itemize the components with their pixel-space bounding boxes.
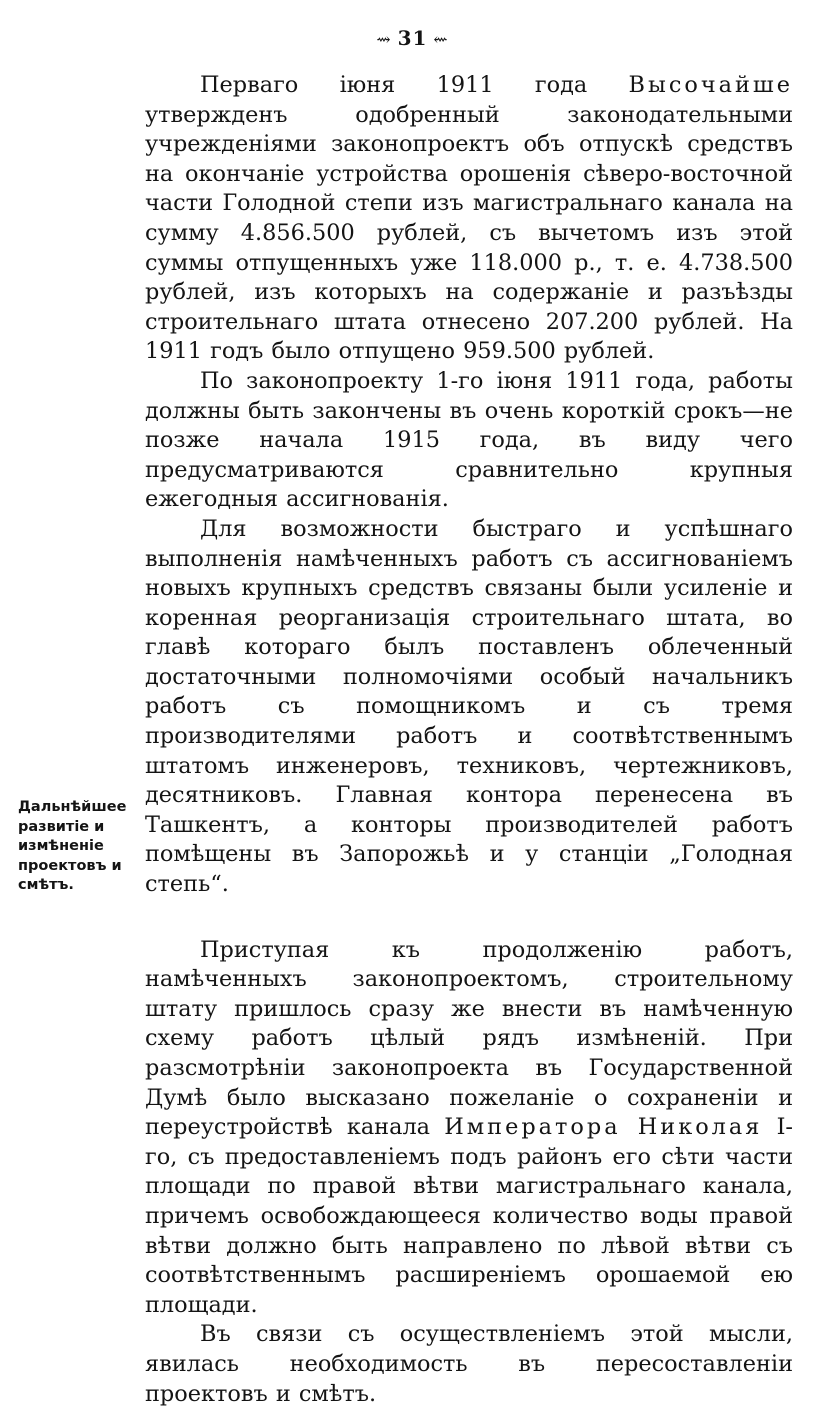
paragraph-text: Приступая къ продолженію работъ, намѣченныхъ законопроектомъ, строительному штату пришлось сразу же внести въ намѣченную схему работъ цѣлый рядъ измѣненій. При разсмотрѣніи законопроекта въ Государственной Думѣ было высказано пожеланіе о сохраненіи и переустройствѣ канала xyxy=(145,936,793,1141)
margin-sidenote xyxy=(18,798,130,896)
emphasized-text: Высочайше xyxy=(628,72,793,98)
ornament-left-icon: ⇝ xyxy=(376,30,392,50)
main-text xyxy=(145,71,793,1409)
paragraph-text: I-го, съ предоставленіемъ подъ районъ его сѣти части площади по правой вѣтви магистральнаго канала, причемъ освобождающееся количество воды правой вѣтви должно быть направлено по лѣвой вѣтви съ соотвѣтственнымъ расширеніемъ орошаемой ею площади. xyxy=(145,1114,793,1318)
paragraph-1 xyxy=(145,71,793,367)
section-gap xyxy=(145,900,793,936)
paragraph-text: утвержденъ одобренный законодательными учрежденіями законопроектъ объ отпускѣ средствъ на окончаніе устройства орошенія сѣверо-восточной части Голодной степи изъ магистральнаго канала на сумму 4.856.500 рублей, съ вычетомъ изъ этой суммы отпущенныхъ уже 118.000 р., т. е. 4.738.500 рублей, изъ которыхъ на содержаніе и разъѣзды строительнаго штата отнесено 207.200 рублей. На 1911 годъ было отпущено 959.500 рублей. xyxy=(145,101,793,365)
emphasized-text: Императора Николая xyxy=(444,1114,763,1141)
page-header xyxy=(0,26,825,50)
sidenote-line: смѣтъ. xyxy=(18,877,74,893)
sidenote-line: развитіе и xyxy=(18,818,105,835)
paragraph-5: Въ связи съ осуществленіемъ этой мысли, явилась необходимость въ пересоставленіи проектовъ и смѣтъ. xyxy=(145,1321,793,1407)
paragraph-2: По законопроекту 1-го іюня 1911 года, работы должны быть закончены въ очень короткій срокъ—не позже начала 1915 года, въ виду чего предусматриваются сравнительно крупныя ежегодныя ассигнованія. xyxy=(145,367,793,513)
sidenote-line: измѣненіе xyxy=(18,838,104,854)
sidenote-line: проектовъ и xyxy=(18,857,122,874)
paragraph-text: Перваго іюня 1911 года xyxy=(200,72,629,98)
paragraph-3: Для возможности быстраго и успѣшнаго выполненія намѣченныхъ работъ съ ассигнованіемъ новыхъ крупныхъ средствъ связаны были усиленіе и коренная реорганизація строительнаго штата, во главѣ котораго былъ поставленъ облеченный достаточными полномочіями особый начальникъ работъ съ помощникомъ и съ тремя производителями работъ и соотвѣтственнымъ штатомъ инженеровъ, техниковъ, чертежниковъ, десятниковъ. Главная контора перенесена въ Ташкентъ, а конторы производителей работъ помѣщены въ Запорожьѣ и у станціи „Голодная степь“. xyxy=(145,515,793,898)
ornament-right-icon: ⇜ xyxy=(433,30,449,50)
paragraph-4 xyxy=(145,936,793,1321)
sidenote-line: Дальнѣйшее xyxy=(18,799,127,815)
page-number: 31 xyxy=(397,26,428,50)
